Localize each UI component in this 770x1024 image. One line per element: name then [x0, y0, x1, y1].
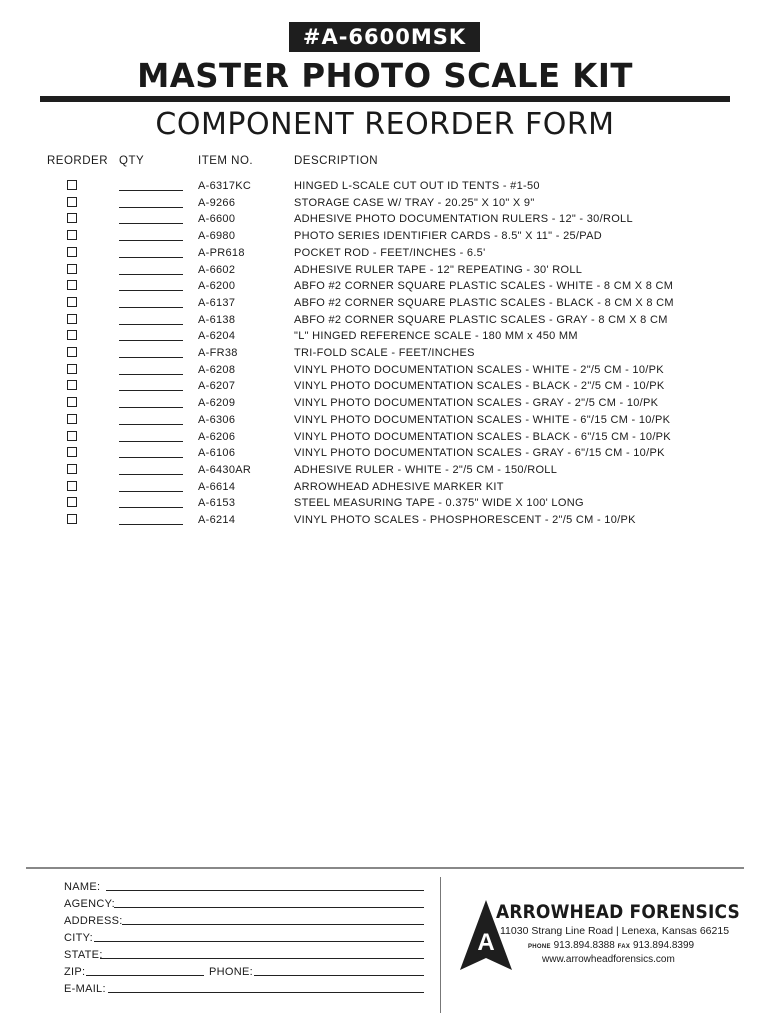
item-number: A-6600 — [198, 213, 236, 226]
reorder-checkbox[interactable] — [67, 347, 77, 357]
item-description: TRI-FOLD SCALE - FEET/INCHES — [294, 347, 475, 359]
item-number: A-6209 — [198, 397, 236, 410]
reorder-checkbox[interactable] — [67, 330, 77, 340]
table-row — [0, 495, 770, 512]
qty-input-line[interactable] — [119, 207, 183, 208]
email-label: E-MAIL: — [64, 983, 106, 995]
city-label: CITY: — [64, 932, 94, 944]
email-line[interactable] — [108, 992, 424, 993]
address-label: ADDRESS: — [64, 915, 123, 927]
item-number: A-6138 — [198, 313, 236, 326]
table-row — [0, 479, 770, 496]
company-name: ARROWHEAD FORENSICS — [496, 902, 740, 923]
item-number: A-6614 — [198, 480, 236, 493]
reorder-checkbox[interactable] — [67, 380, 77, 390]
reorder-checkbox[interactable] — [67, 447, 77, 457]
name-field[interactable] — [64, 880, 424, 896]
qty-input-line[interactable] — [119, 390, 183, 391]
reorder-checkbox[interactable] — [67, 397, 77, 407]
reorder-checkbox[interactable] — [67, 297, 77, 307]
zip-label: ZIP: — [64, 966, 86, 978]
name-line[interactable] — [106, 890, 424, 891]
product-number-badge: #A-6600MSK — [289, 22, 480, 52]
phone-label: PHONE: — [209, 966, 253, 978]
item-description: VINYL PHOTO SCALES - PHOSPHORESCENT - 2"/5 CM - 10/PK — [294, 514, 636, 526]
city-field[interactable] — [64, 931, 424, 947]
column-header-description: DESCRIPTION — [294, 155, 379, 167]
company-website[interactable]: www.arrowheadforensics.com — [542, 954, 675, 965]
item-number: A-6214 — [198, 514, 236, 526]
qty-input-line[interactable] — [119, 491, 183, 492]
table-row — [0, 395, 770, 412]
reorder-checkbox[interactable] — [67, 414, 77, 424]
qty-input-line[interactable] — [119, 340, 183, 341]
item-number: A-PR618 — [198, 246, 245, 259]
reorder-checkbox[interactable] — [67, 314, 77, 324]
zip-line[interactable] — [86, 975, 204, 976]
qty-input-line[interactable] — [119, 290, 183, 291]
item-description: VINYL PHOTO DOCUMENTATION SCALES - BLACK - 6"/15 CM - 10/PK — [294, 430, 671, 443]
table-row — [0, 262, 770, 279]
reorder-checkbox[interactable] — [67, 431, 77, 441]
agency-field[interactable] — [64, 897, 424, 913]
table-row — [0, 412, 770, 429]
item-description: VINYL PHOTO DOCUMENTATION SCALES - GRAY - 6"/15 CM - 10/PK — [294, 447, 665, 460]
table-row — [0, 328, 770, 345]
table-row — [0, 312, 770, 329]
table-row — [0, 345, 770, 362]
footer-vertical-divider — [440, 877, 441, 1013]
agency-label: AGENCY: — [64, 898, 116, 910]
table-row — [0, 278, 770, 295]
qty-input-line[interactable] — [119, 424, 183, 425]
item-number: A-FR38 — [198, 347, 238, 359]
table-row — [0, 462, 770, 479]
city-line[interactable] — [94, 941, 424, 942]
agency-line[interactable] — [114, 907, 424, 908]
item-number: A-9266 — [198, 196, 236, 209]
reorder-checkbox[interactable] — [67, 464, 77, 474]
table-row — [0, 211, 770, 228]
column-header-reorder: REORDER — [47, 155, 109, 167]
page-title: MASTER PHOTO SCALE KIT — [137, 56, 633, 95]
item-description: ABFO #2 CORNER SQUARE PLASTIC SCALES - WHITE - 8 CM X 8 CM — [294, 280, 674, 293]
item-description: STORAGE CASE W/ TRAY - 20.25" X 10" X 9" — [294, 196, 535, 209]
item-number: A-6206 — [198, 430, 236, 443]
qty-input-line[interactable] — [119, 324, 183, 325]
state-label: STATE: — [64, 949, 103, 961]
reorder-checkbox[interactable] — [67, 213, 77, 223]
reorder-checkbox[interactable] — [67, 280, 77, 290]
state-field[interactable] — [64, 948, 424, 964]
qty-input-line[interactable] — [119, 441, 183, 442]
email-field[interactable] — [64, 982, 424, 998]
qty-input-line[interactable] — [119, 223, 183, 224]
table-row — [0, 228, 770, 245]
item-number: A-6137 — [198, 296, 236, 309]
address-line[interactable] — [122, 924, 424, 925]
item-description: ADHESIVE RULER - WHITE - 2"/5 CM - 150/ROLL — [294, 463, 558, 476]
reorder-checkbox[interactable] — [67, 264, 77, 274]
qty-input-line[interactable] — [119, 374, 183, 375]
state-line[interactable] — [100, 958, 424, 959]
company-phone: 913.894.8388 — [553, 940, 615, 951]
item-number: A-6106 — [198, 447, 236, 460]
title-divider — [40, 96, 730, 102]
logo-letter: A — [477, 929, 495, 956]
table-row — [0, 512, 770, 529]
item-number: A-6153 — [198, 497, 236, 510]
item-description: ADHESIVE PHOTO DOCUMENTATION RULERS - 12" - 30/ROLL — [294, 213, 633, 226]
item-number: A-6207 — [198, 380, 236, 393]
item-description: POCKET ROD - FEET/INCHES - 6.5' — [294, 246, 486, 259]
item-description: VINYL PHOTO DOCUMENTATION SCALES - WHITE - 2"/5 CM - 10/PK — [294, 363, 664, 376]
column-header-item-no: ITEM NO. — [198, 155, 254, 167]
table-row — [0, 378, 770, 395]
address-field[interactable] — [64, 914, 424, 930]
company-address: 11030 Strang Line Road | Lenexa, Kansas 66215 — [500, 925, 730, 937]
item-description: HINGED L-SCALE CUT OUT ID TENTS - #1-50 — [294, 180, 540, 192]
reorder-checkbox[interactable] — [67, 197, 77, 207]
column-header-qty: QTY — [119, 155, 145, 167]
item-description: "L" HINGED REFERENCE SCALE - 180 MM x 450 MM — [294, 330, 578, 343]
item-number: A-6204 — [198, 330, 236, 343]
reorder-checkbox[interactable] — [67, 364, 77, 374]
qty-input-line[interactable] — [119, 257, 183, 258]
reorder-checkbox[interactable] — [67, 497, 77, 507]
qty-input-line[interactable] — [119, 474, 183, 475]
item-number: A-6200 — [198, 280, 236, 293]
item-description: ARROWHEAD ADHESIVE MARKER KIT — [294, 480, 504, 493]
reorder-checkbox[interactable] — [67, 514, 77, 524]
item-number: A-6208 — [198, 363, 236, 376]
item-number: A-6602 — [198, 263, 236, 276]
reorder-checkbox[interactable] — [67, 247, 77, 257]
qty-input-line[interactable] — [119, 240, 183, 241]
item-number: A-6980 — [198, 230, 236, 243]
item-number: A-6306 — [198, 413, 236, 426]
table-row — [0, 445, 770, 462]
table-row — [0, 178, 770, 195]
name-label: NAME: — [64, 881, 101, 893]
item-number: A-6317KC — [198, 180, 252, 192]
phone-line[interactable] — [254, 975, 424, 976]
qty-input-line[interactable] — [119, 457, 183, 458]
company-fax: 913.894.8399 — [632, 940, 695, 951]
table-row — [0, 429, 770, 446]
reorder-checkbox[interactable] — [67, 230, 77, 240]
footer-divider — [26, 867, 744, 869]
qty-input-line[interactable] — [119, 357, 183, 358]
table-row — [0, 245, 770, 262]
qty-input-line[interactable] — [119, 407, 183, 408]
page-subtitle: COMPONENT REORDER FORM — [155, 107, 615, 142]
fax-tag: FAX — [617, 944, 631, 950]
item-description: STEEL MEASURING TAPE - 0.375" WIDE X 100' LONG — [294, 497, 584, 510]
company-phone-fax — [528, 939, 694, 954]
reorder-checkbox[interactable] — [67, 481, 77, 491]
table-row — [0, 295, 770, 312]
table-row — [0, 362, 770, 379]
qty-input-line[interactable] — [119, 307, 183, 308]
item-description: PHOTO SERIES IDENTIFIER CARDS - 8.5" X 11" - 25/PAD — [294, 230, 602, 243]
zip-phone-field[interactable] — [64, 965, 424, 981]
reorder-checkbox[interactable] — [67, 180, 77, 190]
qty-input-line[interactable] — [119, 524, 183, 525]
qty-input-line[interactable] — [119, 507, 183, 508]
item-description: VINYL PHOTO DOCUMENTATION SCALES - BLACK - 2"/5 CM - 10/PK — [294, 380, 665, 393]
item-number: A-6430AR — [198, 463, 252, 476]
qty-input-line[interactable] — [119, 190, 183, 191]
item-description: ABFO #2 CORNER SQUARE PLASTIC SCALES - BLACK - 8 CM X 8 CM — [294, 296, 674, 309]
item-description: ABFO #2 CORNER SQUARE PLASTIC SCALES - GRAY - 8 CM X 8 CM — [294, 313, 668, 326]
item-description: ADHESIVE RULER TAPE - 12" REPEATING - 30' ROLL — [294, 263, 583, 276]
item-description: VINYL PHOTO DOCUMENTATION SCALES - WHITE - 6"/15 CM - 10/PK — [294, 413, 671, 426]
qty-input-line[interactable] — [119, 274, 183, 275]
phone-tag: PHONE — [528, 944, 551, 950]
table-row — [0, 195, 770, 212]
item-description: VINYL PHOTO DOCUMENTATION SCALES - GRAY - 2"/5 CM - 10/PK — [294, 397, 659, 410]
